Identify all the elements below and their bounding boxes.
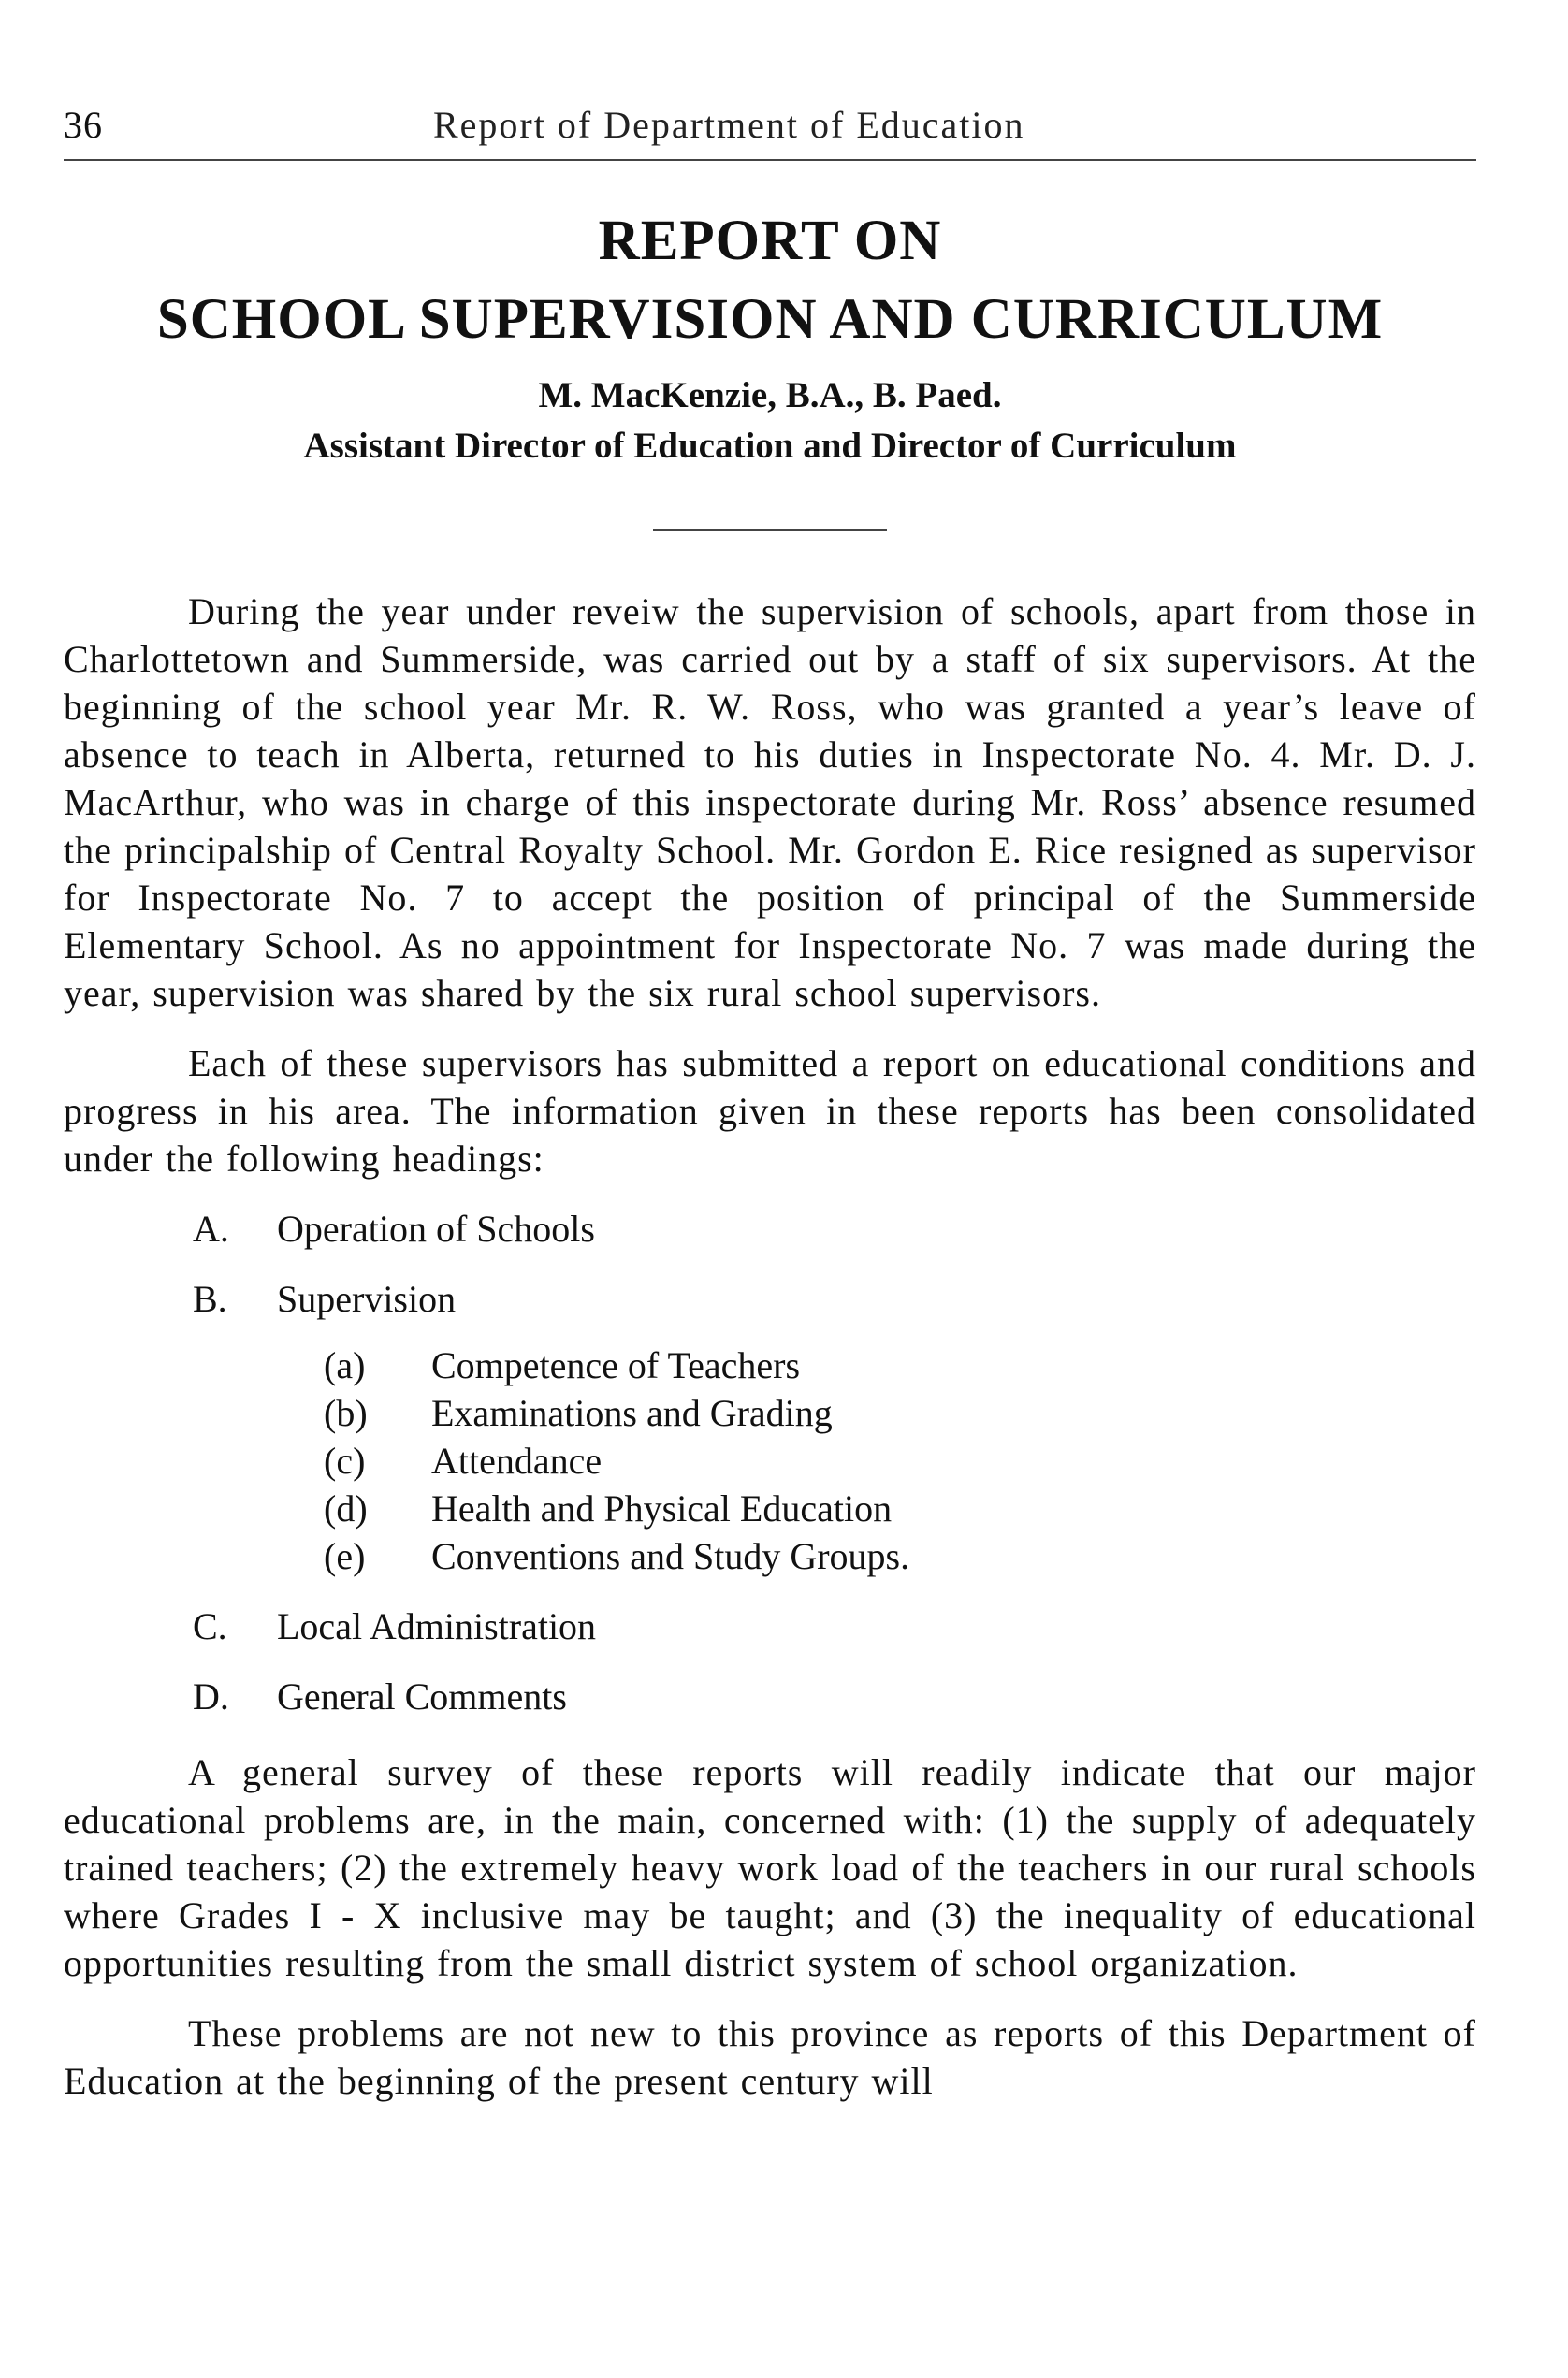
title-divider bbox=[653, 529, 887, 531]
sub-letter: (d) bbox=[324, 1487, 368, 1530]
outline-text: Operation of Schools bbox=[277, 1208, 595, 1250]
outline-text: General Comments bbox=[277, 1675, 567, 1718]
sub-text: Attendance bbox=[431, 1440, 603, 1482]
outline-text: Local Administration bbox=[277, 1605, 597, 1647]
outline-letter: D. bbox=[193, 1675, 229, 1718]
running-header bbox=[64, 94, 1476, 161]
paragraph-reports-headings: Each of these supervisors has submitted a report on educational conditions and progress in his area. The information given in these reports has been consolidated under the following headings: bbox=[64, 1042, 1476, 1180]
report-title-line-2: SCHOOL SUPERVISION AND CURRICULUM bbox=[156, 288, 1384, 351]
outline-letter: A. bbox=[193, 1208, 229, 1250]
report-title-block bbox=[64, 202, 1476, 471]
outline-item-d bbox=[64, 1673, 1476, 1720]
outline-text: Supervision bbox=[277, 1278, 457, 1320]
sub-item-c bbox=[64, 1437, 1476, 1485]
outline-item-c bbox=[64, 1602, 1476, 1650]
outline-item-b bbox=[64, 1275, 1476, 1323]
sub-text: Conventions and Study Groups. bbox=[431, 1535, 910, 1577]
sub-letter: (e) bbox=[324, 1535, 366, 1577]
outline-letter: B. bbox=[193, 1278, 227, 1320]
sub-text: Competence of Teachers bbox=[431, 1344, 801, 1386]
sub-letter: (c) bbox=[324, 1440, 366, 1482]
paragraph-supervision-staff: During the year under reveiw the supervision of schools, apart from those in Charlottetown and Summerside, was carried out by a staff of six supervisors. At the beginning of the school year Mr. R. W. Ross, who was granted a year’s leave of absence to teach in Alberta, returned to his duties in Inspectorate No. 4. Mr. D. J. MacArthur, who was in charge of this inspectorate during Mr. Ross’ absence resumed the principalship of Central Royalty School. Mr. Gordon E. Rice resigned as supervisor for Inspectorate No. 7 to accept the position of principal of the Summerside Elementary School. As no appointment for Inspectorate No. 7 was made during the year, supervision was shared by the six rural school supervisors. bbox=[64, 590, 1476, 1014]
sub-text: Health and Physical Education bbox=[431, 1487, 893, 1530]
outline-item-a bbox=[64, 1205, 1476, 1253]
paragraph-major-problems: A general survey of these reports will readily indicate that our major educational problems are, in the main, concerned with: (1) the supply of adequately trained teachers; (2) the extremely heavy work load of the teachers in our rural schools where Grades I - X inclusive may be taught; and (3) the inequality of educational opportunities resulting from the small district system of school organization. bbox=[64, 1751, 1476, 1984]
page-number: 36 bbox=[64, 104, 103, 146]
document-page bbox=[64, 94, 1476, 2127]
report-title-line-1: REPORT ON bbox=[598, 210, 942, 272]
sub-text: Examinations and Grading bbox=[431, 1392, 833, 1434]
outline-letter: C. bbox=[193, 1605, 227, 1647]
sub-item-e bbox=[64, 1532, 1476, 1580]
running-title: Report of Department of Education bbox=[433, 104, 1025, 146]
sub-item-b bbox=[64, 1389, 1476, 1437]
author-name: M. MacKenzie, B.A., B. Paed. bbox=[538, 375, 1002, 415]
sub-letter: (a) bbox=[324, 1344, 366, 1386]
sub-item-d bbox=[64, 1485, 1476, 1532]
sub-letter: (b) bbox=[324, 1392, 368, 1434]
author-position: Assistant Director of Education and Director of Curriculum bbox=[303, 426, 1237, 466]
paragraph-problems-not-new: These problems are not new to this province as reports of this Department of Education at the beginning of the present century will bbox=[64, 2012, 1476, 2102]
supervision-sub-list bbox=[64, 1341, 1476, 1580]
sub-item-a bbox=[64, 1341, 1476, 1389]
headings-outline bbox=[64, 1205, 1476, 1720]
